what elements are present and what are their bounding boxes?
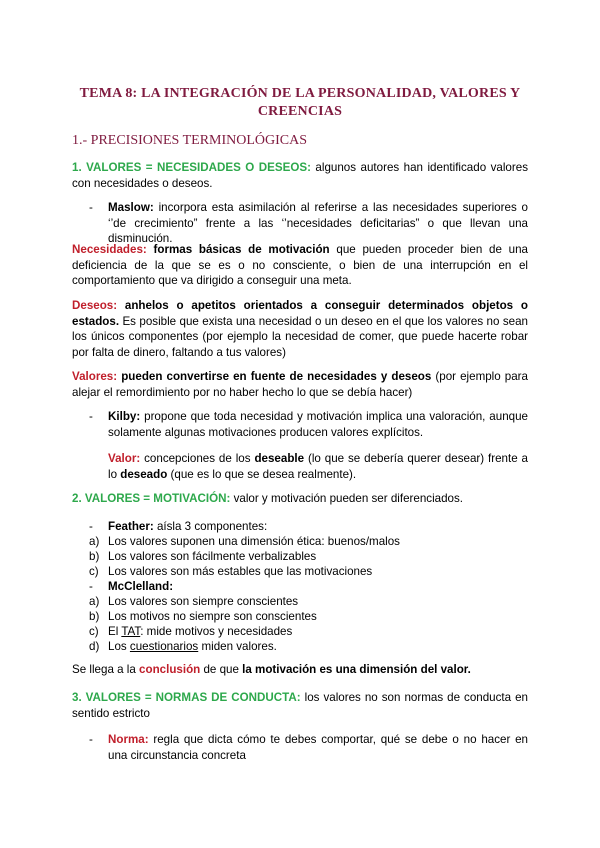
- paragraph-valores-necesidades: [72, 160, 528, 191]
- list-item: [89, 609, 400, 624]
- author-name: McClelland:: [108, 580, 174, 593]
- underlined-cuestionarios: cuestionarios: [129, 640, 199, 653]
- title-line-2: CREENCIAS: [257, 104, 343, 119]
- title-line-1: TEMA 8: LA INTEGRACIÓN DE LA PERSONALIDAD, VALORES Y: [79, 86, 521, 101]
- paragraph-text: algunos autores han identificado valores con necesidades o deseos.: [72, 161, 528, 190]
- text-span: (que es lo que se desea realmente).: [167, 467, 357, 481]
- paragraph-conclusion: [72, 662, 528, 678]
- bullet-text: regla que dicta cómo te debes comportar, qué se debe o no hacer en una circunstancia concreta: [108, 733, 528, 762]
- list-item-text: Los valores suponen una dimensión ética: buenos/malos: [108, 535, 400, 548]
- list-marker: -: [89, 520, 93, 533]
- list-item: [89, 519, 400, 534]
- list-marker: a): [89, 595, 100, 608]
- underlined-tat: TAT: [121, 625, 141, 638]
- bold-text: pueden convertirse en fuente de necesidades y deseos: [117, 370, 432, 383]
- section-heading: 1.- PRECISIONES TERMINOLÓGICAS: [72, 133, 308, 148]
- bold-deseado: deseado: [120, 467, 168, 481]
- list-marker: c): [89, 565, 99, 578]
- list-item: [89, 564, 400, 579]
- bold-text: formas básicas de motivación: [146, 243, 330, 256]
- author-name: Maslow:: [108, 201, 154, 214]
- list-marker: -: [89, 580, 93, 593]
- term-valores: Valores:: [72, 370, 118, 383]
- author-name: Feather:: [108, 520, 154, 533]
- bold-text: la motivación es una dimensión del valor.: [242, 663, 471, 676]
- bold-deseable: deseable: [254, 452, 305, 465]
- list-item: [89, 594, 400, 609]
- list-marker: d): [89, 640, 100, 653]
- text-span: Se llega a la: [72, 663, 140, 676]
- bullet-kilby: [108, 409, 528, 440]
- paragraph-text: Es posible que exista una necesidad o un deseo en el que los valores no sean los únicos componentes (por ejemplo la necesidad de comer, que puede hacerte robar por falta de dinero, faltando a tus valores): [72, 314, 528, 359]
- text-span: de que: [200, 663, 243, 676]
- feather-list: [89, 519, 400, 654]
- paragraph-text: (por ejemplo para alejar el remordimiento por no haber hecho lo que se debía hacer): [72, 370, 528, 399]
- list-item-text: Los valores son fácilmente verbalizables: [108, 550, 317, 563]
- heading-valores-normas: 3. VALORES = NORMAS DE CONDUCTA:: [72, 691, 301, 704]
- paragraph-necesidades: [72, 242, 528, 289]
- text-span: : mide motivos y necesidades: [140, 625, 293, 638]
- list-marker: c): [89, 625, 99, 638]
- bullet-maslow: [108, 200, 528, 247]
- paragraph-valores-normas: [72, 690, 528, 721]
- term-valor: Valor:: [108, 452, 141, 465]
- paragraph-deseos: [72, 298, 528, 360]
- bullet-text: propone que toda necesidad y motivación implica una valoración, aunque solamente algunas motivaciones producen valores explícitos.: [108, 410, 528, 439]
- paragraph-text: valor y motivación pueden ser diferenciados.: [230, 492, 464, 505]
- text-span: (lo que se debería querer desear) frente a lo: [108, 452, 529, 481]
- bullet-dash: -: [89, 733, 93, 746]
- term-necesidades: Necesidades:: [72, 243, 147, 256]
- list-item-text: Los valores son siempre conscientes: [108, 595, 299, 608]
- bullet-norma: [108, 732, 528, 763]
- list-item: [89, 534, 400, 549]
- text-span: miden valores.: [198, 640, 277, 653]
- bold-text: anhelos o apetitos orientados a conseguir determinados objetos o estados.: [72, 299, 528, 328]
- heading-valores-motivacion: 2. VALORES = MOTIVACIÓN:: [72, 492, 231, 505]
- document-title: [60, 85, 540, 121]
- paragraph-text: que pueden proceder bien de una deficiencia de la que se es o no consciente, o bien de una interrupción en el comportamiento que va dirigido a conseguir una meta.: [72, 243, 528, 288]
- text-span: aísla 3 componentes:: [153, 520, 268, 533]
- text-span: Los: [108, 640, 130, 653]
- list-marker: b): [89, 610, 100, 623]
- paragraph-text: los valores no son normas de conducta en sentido estricto: [72, 691, 528, 720]
- list-item: [89, 624, 400, 639]
- term-deseos: Deseos:: [72, 299, 118, 312]
- list-item-text: Los valores son más estables que las motivaciones: [108, 565, 373, 578]
- bullet-text: incorpora esta asimilación al referirse a las necesidades superiores o ‘’de crecimiento” frente a las ‘’necesidades deficitarias” o que llevan una disminución.: [108, 201, 528, 246]
- definition-valor: [108, 451, 528, 482]
- bullet-dash: -: [89, 410, 93, 423]
- heading-valores-necesidades: 1. VALORES = NECESIDADES O DESEOS:: [72, 161, 311, 174]
- list-marker: a): [89, 535, 100, 548]
- list-item-text: Los motivos no siempre son conscientes: [108, 610, 317, 623]
- term-conclusion: conclusión: [139, 663, 201, 676]
- list-item: [89, 579, 400, 594]
- list-item: [89, 639, 400, 654]
- paragraph-valores: [72, 369, 528, 400]
- list-marker: b): [89, 550, 100, 563]
- term-norma: Norma:: [108, 733, 149, 746]
- bullet-dash: -: [89, 201, 93, 214]
- text-span: concepciones de los: [140, 452, 255, 465]
- text-span: El: [108, 625, 122, 638]
- list-item: [89, 549, 400, 564]
- paragraph-valores-motivacion: [72, 491, 528, 507]
- author-name: Kilby:: [108, 410, 141, 423]
